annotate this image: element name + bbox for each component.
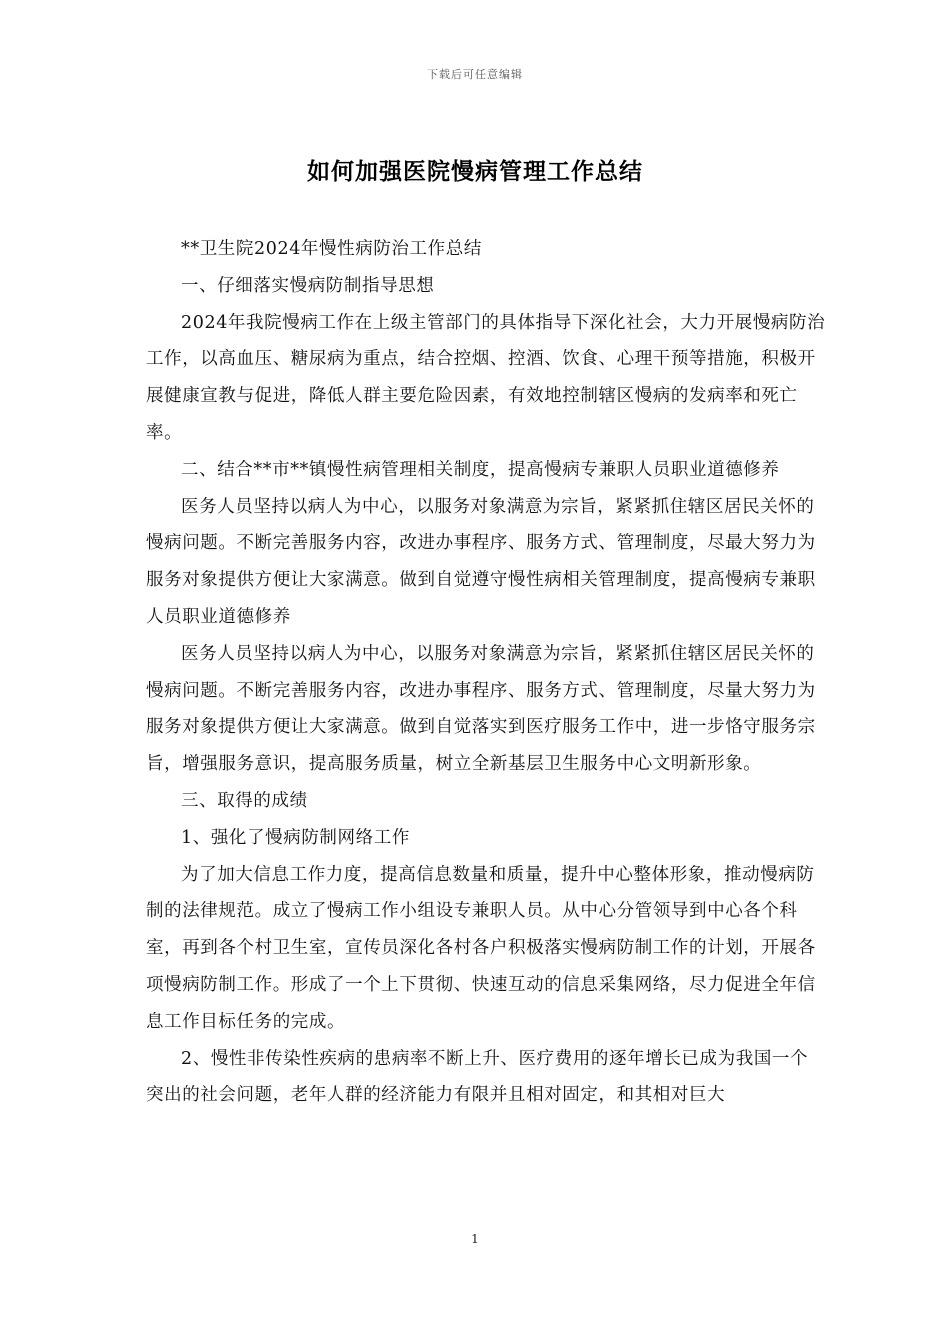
page-number: 1: [471, 1232, 479, 1246]
paragraph: 医务人员坚持以病人为中心，以服务对象满意为宗旨，紧紧抓住辖区居民关怀的慢病问题。不断完善服务内容，改进办事程序、服务方式、管理制度，尽最大努力为服务对象提供方便让大家满意。做到自觉遵守慢性病相关管理制度，提高慢病专兼职人员职业道德修养: [146, 496, 816, 627]
heading-section-2: 二、结合**市**镇慢性病管理相关制度，提高慢病专兼职人员职业道德修养: [181, 459, 780, 480]
subheading-1: 1、强化了慢病防制网络工作: [181, 827, 410, 848]
heading-section-3: 三、取得的成绩: [181, 790, 308, 811]
paragraph: 2、慢性非传染性疾病的患病率不断上升、医疗费用的逐年增长已成为我国一个突出的社会问题，老年人群的经济能力有限并且相对固定，和其相对巨大: [146, 1048, 809, 1106]
document-body: [146, 231, 826, 1114]
paragraph: 医务人员坚持以病人为中心，以服务对象满意为宗旨，紧紧抓住辖区居民关怀的慢病问题。不断完善服务内容，改进办事程序、服务方式、管理制度，尽量大努力为服务对象提供方便让大家满意。做到自觉落实到医疗服务工作中，进一步恪守服务宗旨，增强服务意识，提高服务质量，树立全新基层卫生服务中心文明新形象。: [146, 643, 816, 775]
header-note: 下载后可任意编辑: [427, 68, 523, 81]
paragraph: 2024年我院慢病工作在上级主管部门的具体指导下深化社会，大力开展慢病防治工作，以高血压、糖尿病为重点，结合控烟、控酒、饮食、心理干预等措施，积极开展健康宣教与促进，降低人群主要危险因素，有效地控制辖区慢病的发病率和死亡率。: [146, 312, 826, 443]
paragraph: 为了加大信息工作力度，提高信息数量和质量，提升中心整体形象，推动慢病防制的法律规范。成立了慢病工作小组设专兼职人员。从中心分管领导到中心各个科室，再到各个村卫生室，宣传员深化各村各户积极落实慢病防制工作的计划，开展各项慢病防制工作。形成了一个上下贯彻、快速互动的信息采集网络，尽力促进全年信息工作目标任务的完成。: [146, 864, 816, 1032]
document-title: 如何加强医院慢病管理工作总结: [307, 158, 643, 185]
paragraph-subtitle: **卫生院2024年慢性病防治工作总结: [181, 239, 482, 259]
heading-section-1: 一、仔细落实慢病防制指导思想: [181, 275, 435, 296]
